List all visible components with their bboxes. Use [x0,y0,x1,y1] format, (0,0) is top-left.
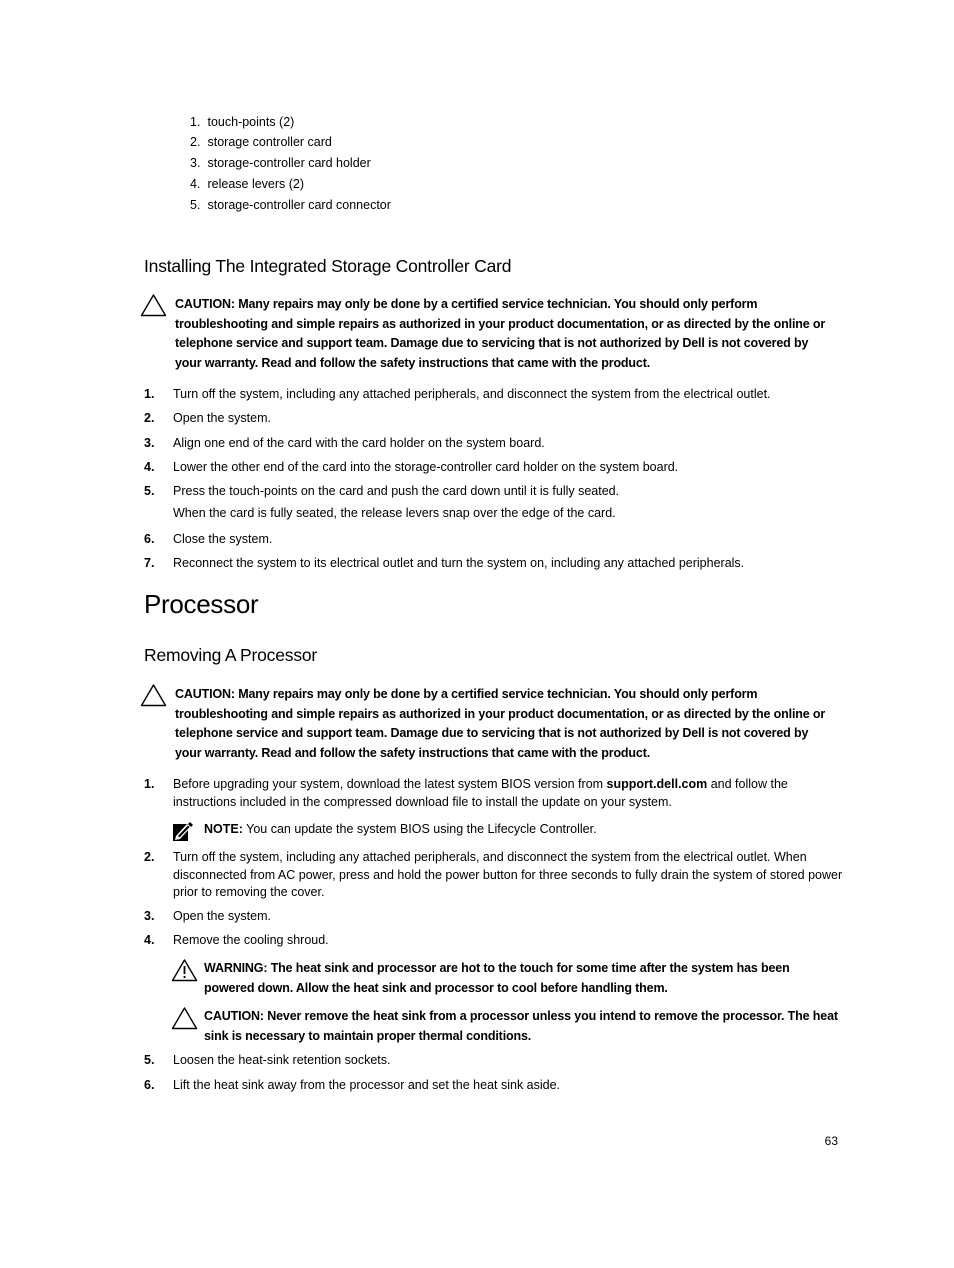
caution-text: CAUTION: Never remove the heat sink from a processor unless you intend to remove the processor. The heat sink is necessary to maintain proper thermal conditions. [204,1009,838,1043]
caution-text: CAUTION: Many repairs may only be done by a certified service technician. You should only perform troubleshooting and simple repairs as authorized in your product documentation, or as directed by the online or telephone service and support team. Damage due to servicing that is not authorized by Dell is not covered by your warranty. Read and follow the safety instructions that came with the product. [175,297,826,370]
caution-callout-heatsink [171,1006,841,1048]
warning-callout [171,958,841,1000]
page-number: 63 [824,1134,838,1148]
warning-triangle-icon [171,958,198,982]
caution-triangle-icon [171,1006,198,1030]
caution-triangle-icon [140,683,167,707]
install-step-5-result: When the card is fully seated, the release levers snap over the edge of the card. [173,506,616,520]
legend-item-3: 3. storage-controller card holder [190,156,371,170]
section-heading-install: Installing The Integrated Storage Controller Card [144,256,512,276]
caution-text: CAUTION: Many repairs may only be done by a certified service technician. You should only perform troubleshooting and simple repairs as authorized in your product documentation, or as directed by the online or telephone service and support team. Damage due to servicing that is not authorized by Dell is not covered by your warranty. Read and follow the safety instructions that came with the product. [175,687,826,760]
note-text: NOTE: You can update the system BIOS using the Lifecycle Controller. [204,822,597,836]
note-pencil-icon [172,821,194,843]
caution-callout-install [140,293,840,373]
legend-item-4: 4. release levers (2) [190,177,305,191]
legend-item-2: 2. storage controller card [190,135,332,149]
section-heading-remove-processor: Removing A Processor [144,645,318,665]
legend-item-5: 5. storage-controller card connector [190,198,391,212]
caution-triangle-icon [140,293,167,317]
processor-step-1-text: Before upgrading your system, download the latest system BIOS version from support.dell.com and follow the instructions included in the compressed download file to install the update on your system. [173,777,788,809]
chapter-title: Processor [144,589,259,619]
support-link[interactable]: support.dell.com [606,777,708,791]
warning-text: WARNING: The heat sink and processor are hot to the touch for some time after the system has been powered down. Allow the heat sink and processor to cool before handling them. [204,961,790,995]
caution-callout-processor [140,683,840,763]
legend-item-1: 1. touch-points (2) [190,115,295,129]
